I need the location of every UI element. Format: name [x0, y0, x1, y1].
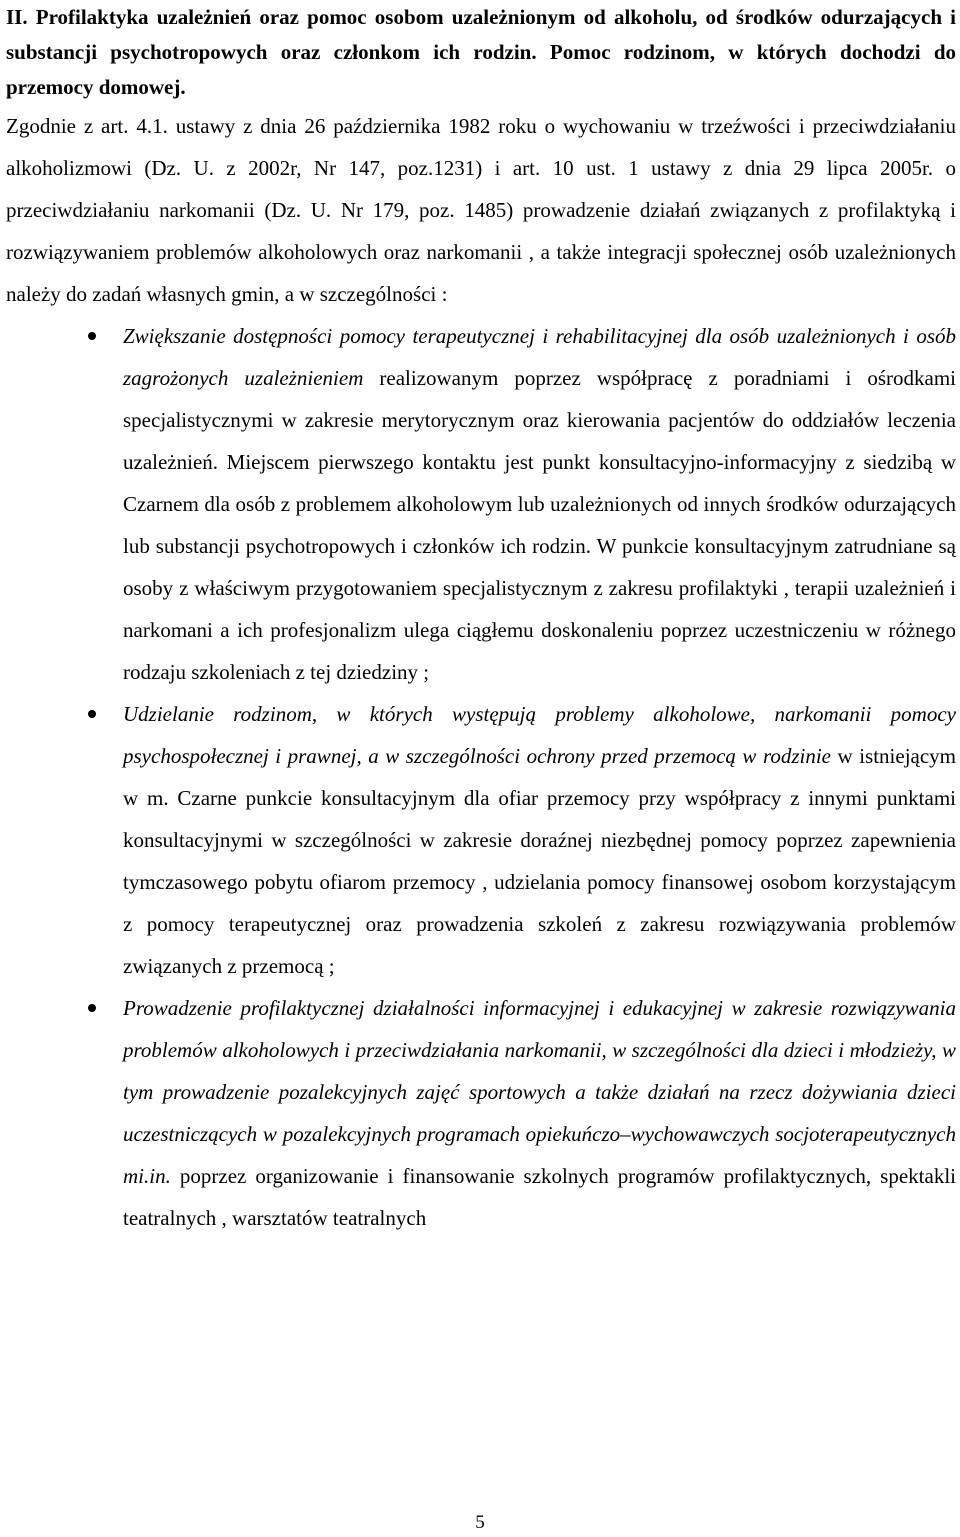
- list-item-text: w istniejącym w m. Czarne punkcie konsultacyjnym dla ofiar przemocy przy współpracy z innymi punktami konsultacyjnymi w szczególności w zakresie doraźnej niezbędnej pomocy poprzez zapewnienia tymczasowego pobytu ofiarom przemocy , udzielania pomocy finansowej osobom korzystającym z pomocy terapeutycznej oraz prowadzenia szkoleń z zakresu rozwiązywania problemów związanych z przemocą ;: [123, 744, 956, 978]
- list-item: [6, 987, 956, 1239]
- list-item-italic-text: Udzielanie rodzinom, w których występują problemy alkoholowe, narkomanii pomocy psychospołecznej i prawnej, a w szczególności ochrony przed przemocą w rodzinie: [123, 702, 956, 768]
- bullet-list: [6, 315, 956, 1239]
- list-item-text: poprzez organizowanie i finansowanie szkolnych programów profilaktycznych, spektakli teatralnych , warsztatów teatralnych: [123, 1164, 956, 1230]
- list-item-italic-text: Prowadzenie profilaktycznej działalności informacyjnej i edukacyjnej w zakresie rozwiązywania problemów alkoholowych i przeciwdziałania narkomanii, w szczególności dla dzieci i młodzieży, w tym prowadzenie pozalekcyjnych zajęć sportowych a także działań na rzecz dożywiania dzieci uczestniczących w pozalekcyjnych programach opiekuńczo–wychowawczych socjoterapeutycznych mi.in.: [123, 996, 956, 1188]
- document-page: [6, 0, 956, 1239]
- bullet-icon: [88, 1004, 96, 1012]
- section-heading: II. Profilaktyka uzależnień oraz pomoc osobom uzależnionym od alkoholu, od środków odurzających i substancji psychotropowych oraz członkom ich rodzin. Pomoc rodzinom, w których dochodzi do przemocy domowej.: [6, 5, 956, 99]
- list-item-italic-text: Zwiększanie dostępności pomocy terapeutycznej i rehabilitacyjnej dla osób uzależnionych i osób zagrożonych uzależnieniem: [123, 324, 956, 390]
- list-item-text: realizowanym poprzez współpracę z poradniami i ośrodkami specjalistycznymi w zakresie merytorycznym oraz kierowania pacjentów do oddziałów leczenia uzależnień. Miejscem pierwszego kontaktu jest punkt konsultacyjno-informacyjny z siedzibą w Czarnem dla osób z problemem alkoholowym lub uzależnionych od innych środków odurzających lub substancji psychotropowych i członków ich rodzin. W punkcie konsultacyjnym zatrudniane są osoby z właściwym przygotowaniem specjalistycznym z zakresu profilaktyki , terapii uzależnień i narkomani a ich profesjonalizm ulega ciągłemu doskonaleniu poprzez uczestniczeniu w różnego rodzaju szkoleniach z tej dziedziny ;: [123, 366, 956, 684]
- list-item: [6, 693, 956, 987]
- intro-paragraph: Zgodnie z art. 4.1. ustawy z dnia 26 października 1982 roku o wychowaniu w trzeźwości i przeciwdziałaniu alkoholizmowi (Dz. U. z 2002r, Nr 147, poz.1231) i art. 10 ust. 1 ustawy z dnia 29 lipca 2005r. o przeciwdziałaniu narkomanii (Dz. U. Nr 179, poz. 1485) prowadzenie działań związanych z profilaktyką i rozwiązywaniem problemów alkoholowych oraz narkomanii , a także integracji społecznej osób uzależnionych należy do zadań własnych gmin, a w szczególności :: [6, 114, 956, 306]
- bullet-icon: [88, 710, 96, 718]
- page-number: 5: [475, 1512, 485, 1533]
- bullet-icon: [88, 332, 96, 340]
- list-item: [6, 315, 956, 693]
